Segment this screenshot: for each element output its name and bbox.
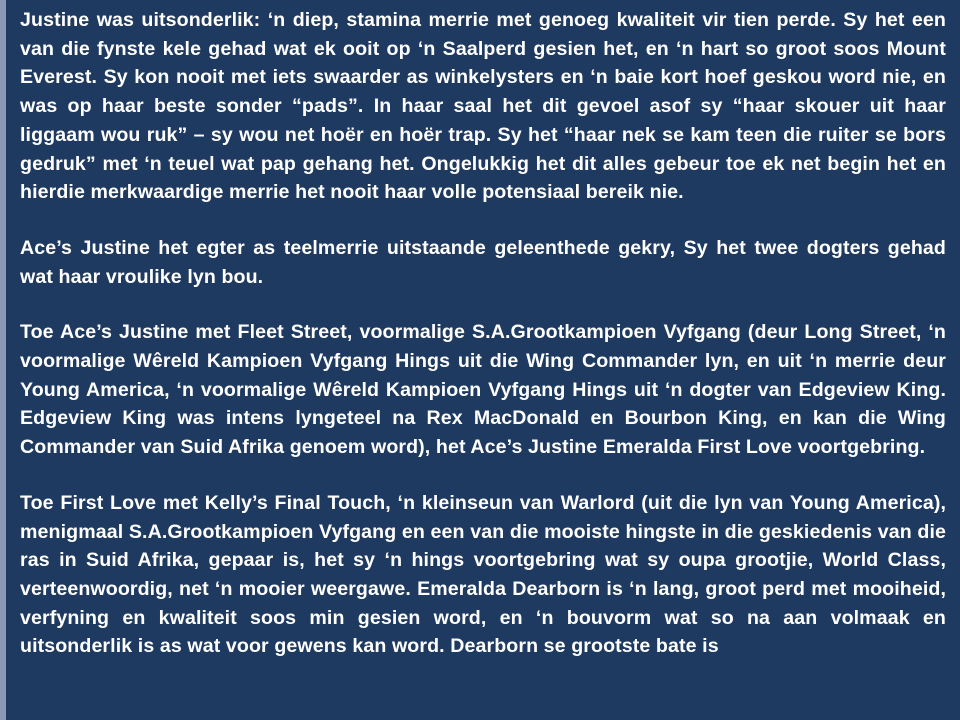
paragraph-1: Justine was uitsonderlik: ‘n diep, stamina merrie met genoeg kwaliteit vir tien perde. Sy het een van die fynste kele gehad wat ek ooit op ‘n Saalperd gesien het, en ‘n hart so groot soos Mount Everest. Sy kon nooit met iets swaarder as winkelysters en ‘n baie kort hoef geskou word nie, en was op haar beste sonder “pads”. In haar saal het dit gevoel asof sy “haar skouer uit haar liggaam wou ruk” – sy wou net hoër en hoër trap. Sy het “haar nek se kam teen die ruiter se bors gedruk” met ‘n teuel wat pap gehang het. Ongelukkig het dit alles gebeur toe ek net begin het en hierdie merkwaardige merrie het nooit haar volle potensiaal bereik nie. <box>20 9 946 204</box>
paragraph-3: Toe Ace’s Justine met Fleet Street, voormalige S.A.Grootkampioen Vyfgang (deur Long Street, ‘n voormalige Wêreld Kampioen Vyfgang Hings uit die Wing Commander lyn, en uit ‘n merrie deur Young America, ‘n voormalige Wêreld Kampioen Vyfgang Hings uit ‘n dogter van Edgeview King. Edgeview King was intens lyngeteel na Rex MacDonald en Bourbon King, en kan die Wing Commander van Suid Afrika genoem word), het Ace’s Justine Emeralda First Love voortgebring. <box>20 321 946 459</box>
paragraph-2: Ace’s Justine het egter as teelmerrie uitstaande geleenthede gekry, Sy het twee dogters gehad wat haar vroulike lyn bou. <box>20 236 946 288</box>
slide-body-text <box>20 6 946 661</box>
paragraph-4: Toe First Love met Kelly’s Final Touch, ‘n kleinseun van Warlord (uit die lyn van Young America), menigmaal S.A.Grootkampioen Vyfgang en een van die mooiste hingste in die geskiedenis van die ras in Suid Afrika, gepaar is, het sy ‘n hings voortgebring wat sy oupa grootjie, World Class, verteenwoordig, net ‘n mooier weergawe. Emeralda Dearborn is ‘n lang, groot perd met mooiheid, verfyning en kwaliteit soos min gesien word, en ‘n bouvorm wat so na aan volmaak en uitsonderlik is as wat voor gewens kan word. Dearborn se grootste bate is <box>20 491 946 658</box>
